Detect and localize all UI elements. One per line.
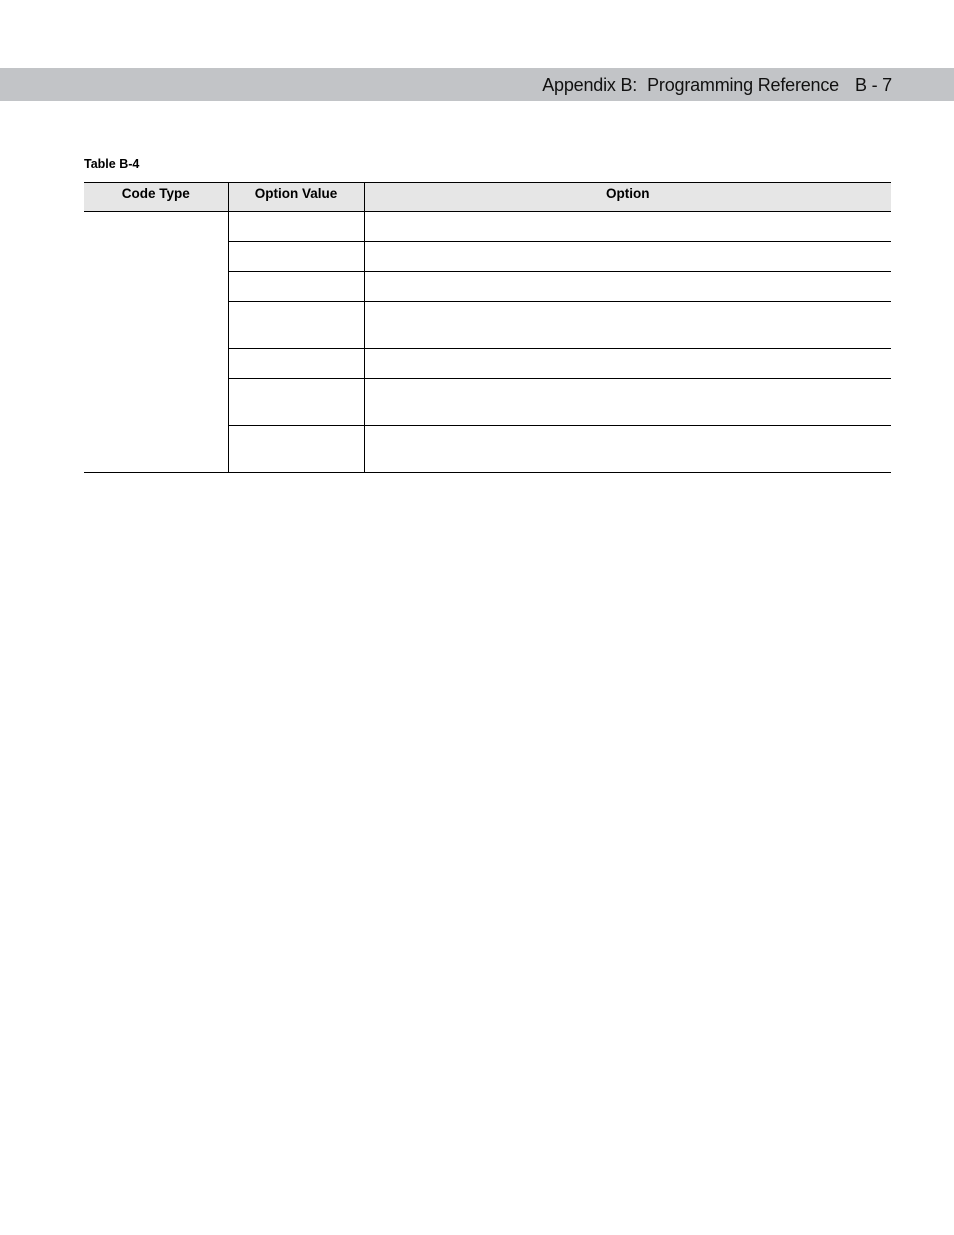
reference-table (84, 182, 891, 473)
header-section: Appendix B: (542, 75, 638, 95)
option-cell (364, 379, 891, 426)
page-header-band (0, 68, 954, 101)
option-cell (364, 426, 891, 473)
option-value-cell (228, 272, 364, 302)
option-value-cell (228, 302, 364, 349)
column-header-option: Option (364, 183, 891, 212)
option-value-cell (228, 426, 364, 473)
option-value-cell (228, 212, 364, 242)
option-cell (364, 212, 891, 242)
option-value-cell (228, 242, 364, 272)
table-header-row (84, 183, 891, 212)
code-type-cell (84, 212, 228, 473)
page-number: B - 7 (854, 75, 892, 95)
option-cell (364, 242, 891, 272)
option-cell (364, 349, 891, 379)
column-header-option-value: Option Value (228, 183, 364, 212)
table-row (84, 212, 891, 242)
table-caption: Table B-4 (84, 157, 140, 171)
running-header (542, 68, 892, 101)
column-header-code-type: Code Type (84, 183, 228, 212)
option-cell (364, 272, 891, 302)
option-value-cell (228, 379, 364, 426)
option-value-cell (228, 349, 364, 379)
option-cell (364, 302, 891, 349)
header-title: Programming Reference (647, 75, 839, 95)
